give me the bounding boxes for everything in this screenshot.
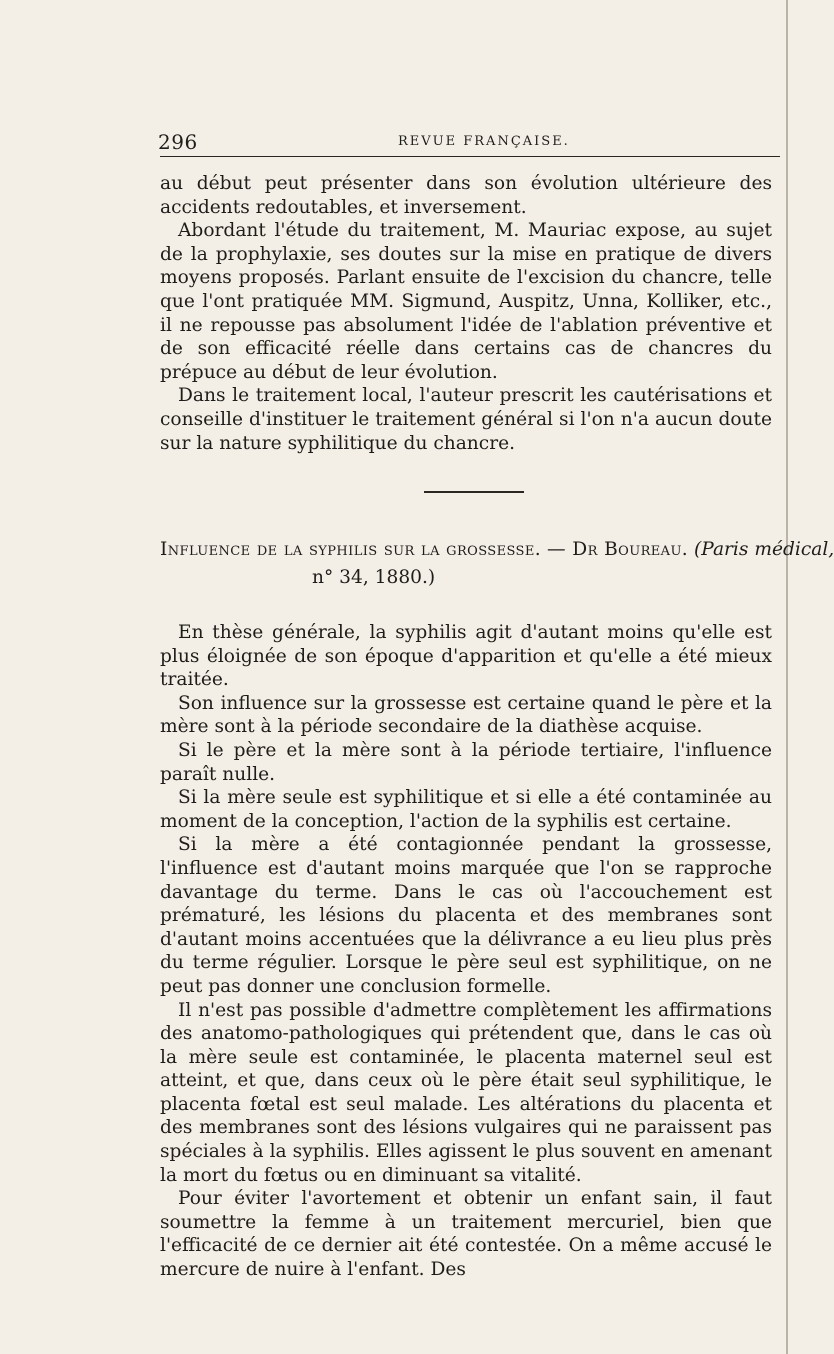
- section-boureau: [160, 621, 772, 1282]
- article-author: — Dr Boureau.: [546, 539, 689, 560]
- page-edge: [786, 0, 788, 1354]
- paragraph: Dans le traitement local, l'auteur prescrit les cautérisations et conseille d'instituer le traitement général si l'on n'a aucun doute sur la nature syphilitique du chancre.: [160, 385, 772, 454]
- running-title: REVUE FRANÇAISE.: [398, 134, 570, 149]
- article-title: Influence de la syphilis sur la grossesse.: [160, 539, 542, 560]
- paragraph: au début peut présenter dans son évolution ultérieure des accidents redoutables, et inversement.: [160, 173, 772, 218]
- article-issue: n° 34, 1880.): [312, 567, 436, 588]
- article-heading: [160, 536, 834, 592]
- paragraph: Si la mère a été contagionnée pendant la grossesse, l'influence est d'autant moins marquée que l'on se rapproche davantage du terme. Dans le cas où l'accouchement est prématuré, les lésions du placenta et des membranes sont d'autant moins accentuées que la délivrance a eu lieu plus près du terme régulier. Lorsque le père seul est syphilitique, on ne peut pas donner une conclusion formelle.: [160, 834, 772, 997]
- page-header: [158, 130, 778, 154]
- paragraph: Si le père et la mère sont à la période tertiaire, l'influence paraît nulle.: [160, 739, 772, 785]
- paragraph: Si la mère seule est syphilitique et si elle a été contaminée au moment de la conception, l'action de la syphilis est certaine.: [160, 787, 772, 832]
- section-divider: [424, 491, 524, 493]
- paragraph: Abordant l'étude du traitement, M. Mauriac expose, au sujet de la prophylaxie, ses doutes sur la mise en pratique de divers moyens proposés. Parlant ensuite de l'excision du chancre, telle que l'ont pratiquée MM. Sigmund, Auspitz, Unna, Kolliker, etc., il ne repousse pas absolument l'idée de l'ablation préventive et de son efficacité réelle dans certains cas de chancres du prépuce au début de leur évolution.: [160, 220, 772, 383]
- paragraph: Pour éviter l'avortement et obtenir un enfant sain, il faut soumettre la femme à un traitement mercuriel, bien que l'efficacité de ce dernier ait été contestée. On a même accusé le mercure de nuire à l'enfant. Des: [160, 1188, 772, 1281]
- article-source: (Paris médical,: [694, 539, 834, 560]
- section-mauriac: [160, 172, 772, 455]
- paragraph: Son influence sur la grossesse est certaine quand le père et la mère sont à la période secondaire de la diathèse acquise.: [160, 692, 772, 738]
- paragraph: Il n'est pas possible d'admettre complètement les affirmations des anatomo-pathologiques qui prétendent que, dans le cas où la mère seule est contaminée, le placenta maternel seul est atteint, et que, dans ceux où le père était seul syphilitique, le placenta fœtal est seul malade. Les altérations du placenta et des membranes sont des lésions vulgaires qui ne paraissent pas spéciales à la syphilis. Elles agissent le plus souvent en amenant la mort du fœtus ou en diminuant sa vitalité.: [160, 999, 772, 1186]
- paragraph: En thèse générale, la syphilis agit d'autant moins qu'elle est plus éloignée de son époque d'apparition et qu'elle a été mieux traitée.: [160, 622, 772, 691]
- page-number: 296: [158, 130, 198, 154]
- header-rule: [160, 156, 780, 157]
